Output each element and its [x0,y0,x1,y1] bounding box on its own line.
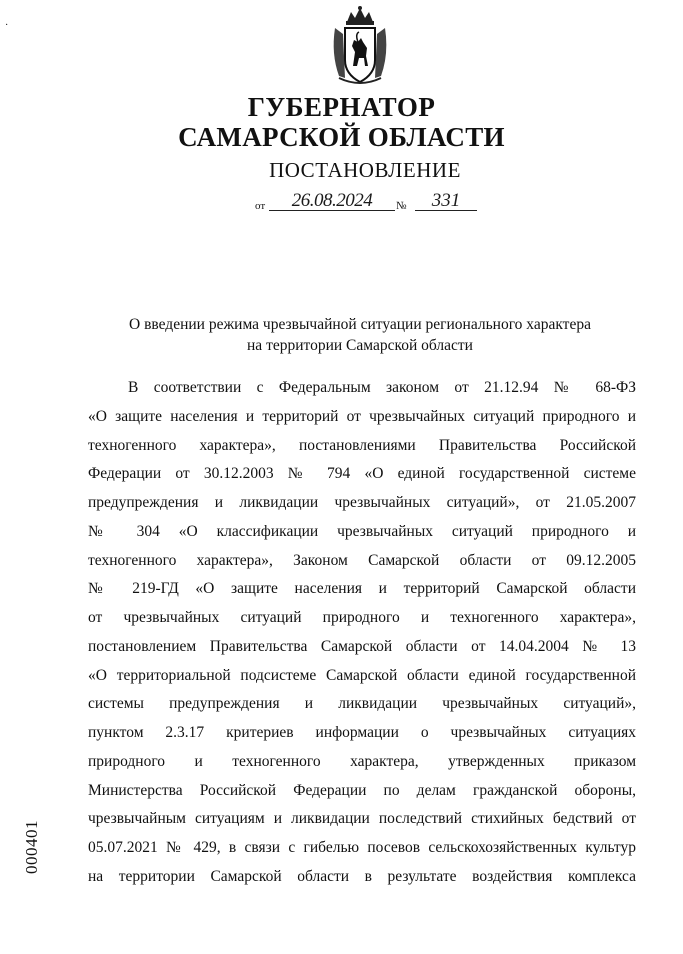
body-text [88,374,636,892]
samara-coat-of-arms-icon [325,4,395,88]
date-number-line [255,192,485,216]
body-line: Федерации от 30.12.2003 № 794 «О единой государственной системе [88,465,636,483]
scan-speck: · [5,20,9,31]
body-line: В соответствии с Федеральным законом от 21.12.94 № 68-ФЗ [128,379,636,396]
issuer-title-line1: ГУБЕРНАТОР [247,92,436,122]
body-line: Министерства Российской Федерации по делам гражданской обороны, [88,781,636,799]
body-line: постановлением Правительства Самарской области от 14.04.2004 № 13 [88,637,636,655]
issuer-title-line2: САМАРСКОЙ ОБЛАСТИ [178,122,505,152]
handwritten-number: 331 [415,192,477,211]
body-line: «О территориальной подсистеме Самарской области единой государственной [88,666,636,684]
body-line: от чрезвычайных ситуаций природного и техногенного характера», [88,609,636,627]
body-line: № 304 «О классификации чрезвычайных ситуаций природного и [88,522,636,540]
body-line: предупреждения и ликвидации чрезвычайных ситуаций», от 21.05.2007 [88,494,636,512]
subject-line: О введении режима чрезвычайной ситуации регионального характера [129,316,591,333]
body-line: техногенного характера», Законом Самарской области от 09.12.2005 [88,551,636,569]
number-sign: № [396,200,407,212]
body-line: № 219-ГД «О защите населения и территорий Самарской области [88,580,636,598]
margin-stamp [22,820,48,954]
body-line: пунктом 2.3.17 критериев информации о чрезвычайных ситуациях [88,724,636,742]
body-line: техногенного характера», постановлениями Правительства Российской [88,436,636,454]
subject-line: на территории Самарской области [247,337,473,354]
body-line: чрезвычайным ситуациям и ликвидации последствий стихийных бедствий от [88,810,636,828]
document-subject [110,314,610,356]
body-line: системы предупреждения и ликвидации чрезвычайных ситуаций», [88,695,636,713]
body-line: природного и техногенного характера, утвержденных приказом [88,752,636,770]
body-line: на территории Самарской области в результате воздействия комплекса [88,868,636,886]
body-line: «О защите населения и территорий от чрезвычайных ситуаций природного и [88,407,636,425]
document-type: ПОСТАНОВЛЕНИЕ [269,158,461,182]
body-line: 05.07.2021 № 429, в связи с гибелью посевов сельскохозяйственных культур [88,839,636,857]
margin-stamp-number: 000401 [22,820,41,874]
date-prefix: от [255,200,266,212]
handwritten-date: 26.08.2024 [269,192,395,211]
